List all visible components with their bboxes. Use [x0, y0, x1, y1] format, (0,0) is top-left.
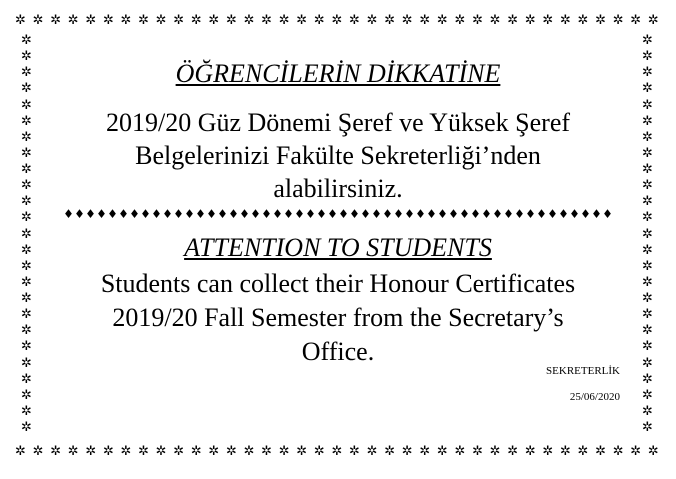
diamond-icon: ♦	[140, 207, 151, 221]
turkish-line: alabilirsiniz.	[273, 174, 403, 203]
asterisk-star-icon: ✲	[642, 307, 653, 323]
diamond-icon: ♦	[448, 207, 459, 221]
english-heading: ATTENTION TO STUDENTS	[184, 233, 492, 262]
asterisk-star-icon: ✲	[642, 97, 653, 113]
diamond-icon: ♦	[459, 207, 470, 221]
asterisk-star-icon: ✲	[331, 444, 343, 459]
diamond-icon: ♦	[569, 207, 580, 221]
asterisk-star-icon: ✲	[642, 33, 653, 48]
asterisk-star-icon: ✲	[642, 339, 653, 355]
asterisk-star-icon: ✲	[313, 444, 325, 459]
asterisk-star-icon: ✲	[278, 444, 290, 459]
asterisk-star-icon: ✲	[384, 13, 396, 28]
asterisk-star-icon: ✲	[296, 13, 308, 28]
english-line: 2019/20 Fall Semester from the Secretary’s	[112, 303, 564, 332]
asterisk-star-icon: ✲	[366, 444, 378, 459]
diamond-icon: ♦	[503, 207, 514, 221]
diamond-icon: ♦	[272, 207, 283, 221]
asterisk-star-icon: ✲	[595, 444, 607, 459]
turkish-heading: ÖĞRENCİLERİN DİKKATİNE	[175, 59, 501, 88]
asterisk-star-icon: ✲	[642, 65, 653, 81]
diamond-icon: ♦	[195, 207, 206, 221]
asterisk-star-icon: ✲	[642, 226, 653, 242]
asterisk-star-icon: ✲	[401, 444, 413, 459]
asterisk-star-icon: ✲	[647, 444, 659, 459]
asterisk-star-icon: ✲	[642, 81, 653, 97]
asterisk-star-icon: ✲	[32, 13, 44, 28]
asterisk-star-icon: ✲	[630, 444, 642, 459]
border-bottom	[14, 445, 660, 458]
asterisk-star-icon: ✲	[208, 444, 220, 459]
diamond-icon: ♦	[426, 207, 437, 221]
diamond-icon: ♦	[261, 207, 272, 221]
asterisk-star-icon: ✲	[21, 258, 32, 274]
asterisk-star-icon: ✲	[21, 403, 32, 419]
asterisk-star-icon: ✲	[524, 444, 536, 459]
asterisk-star-icon: ✲	[102, 13, 114, 28]
asterisk-star-icon: ✲	[642, 178, 653, 194]
asterisk-star-icon: ✲	[50, 13, 62, 28]
diamond-icon: ♦	[74, 207, 85, 221]
english-line: Office.	[301, 337, 375, 366]
asterisk-star-icon: ✲	[642, 145, 653, 161]
asterisk-star-icon: ✲	[21, 81, 32, 97]
asterisk-star-icon: ✲	[243, 13, 255, 28]
diamond-icon: ♦	[602, 207, 613, 221]
border-top	[14, 14, 660, 27]
asterisk-star-icon: ✲	[173, 13, 185, 28]
diamond-icon: ♦	[338, 207, 349, 221]
asterisk-star-icon: ✲	[296, 444, 308, 459]
diamond-icon: ♦	[151, 207, 162, 221]
asterisk-star-icon: ✲	[21, 33, 32, 48]
asterisk-star-icon: ✲	[21, 355, 32, 371]
asterisk-star-icon: ✲	[21, 420, 32, 435]
asterisk-star-icon: ✲	[349, 444, 360, 459]
diamond-icon: ♦	[305, 207, 316, 221]
asterisk-star-icon: ✲	[243, 444, 255, 459]
asterisk-star-icon: ✲	[21, 210, 32, 226]
asterisk-star-icon: ✲	[102, 444, 114, 459]
asterisk-star-icon: ✲	[21, 371, 32, 387]
asterisk-star-icon: ✲	[21, 291, 32, 306]
asterisk-star-icon: ✲	[32, 444, 44, 459]
turkish-line: Belgelerinizi Fakülte Sekreterliği’nden	[135, 141, 541, 170]
asterisk-star-icon: ✲	[642, 194, 653, 210]
asterisk-star-icon: ✲	[21, 145, 32, 161]
asterisk-star-icon: ✲	[208, 13, 220, 28]
diamond-icon: ♦	[85, 207, 96, 221]
diamond-icon: ♦	[63, 207, 74, 221]
asterisk-star-icon: ✲	[120, 13, 132, 28]
asterisk-star-icon: ✲	[577, 13, 589, 28]
asterisk-star-icon: ✲	[642, 113, 653, 129]
asterisk-star-icon: ✲	[542, 444, 554, 459]
asterisk-star-icon: ✲	[642, 355, 653, 371]
diamond-icon: ♦	[96, 207, 107, 221]
asterisk-star-icon: ✲	[642, 258, 653, 274]
diamond-icon: ♦	[415, 207, 426, 221]
asterisk-star-icon: ✲	[454, 444, 466, 459]
asterisk-star-icon: ✲	[642, 323, 653, 339]
diamond-icon: ♦	[129, 207, 140, 221]
asterisk-star-icon: ✲	[21, 307, 32, 323]
diamond-icon: ♦	[558, 207, 569, 221]
asterisk-star-icon: ✲	[21, 226, 32, 242]
diamond-icon: ♦	[349, 207, 360, 221]
diamond-icon: ♦	[514, 207, 525, 221]
asterisk-star-icon: ✲	[630, 13, 642, 28]
asterisk-star-icon: ✲	[21, 274, 32, 290]
asterisk-star-icon: ✲	[472, 444, 483, 459]
asterisk-star-icon: ✲	[21, 194, 32, 210]
asterisk-star-icon: ✲	[21, 162, 32, 177]
signature-office: SEKRETERLİK	[546, 365, 620, 377]
asterisk-star-icon: ✲	[190, 13, 202, 28]
diamond-icon: ♦	[481, 207, 492, 221]
asterisk-star-icon: ✲	[507, 444, 519, 459]
asterisk-star-icon: ✲	[21, 178, 32, 194]
asterisk-star-icon: ✲	[642, 291, 653, 306]
asterisk-star-icon: ✲	[85, 444, 97, 459]
asterisk-star-icon: ✲	[313, 13, 325, 28]
asterisk-star-icon: ✲	[559, 13, 571, 28]
notice-date: 25/06/2020	[569, 391, 620, 403]
asterisk-star-icon: ✲	[642, 242, 653, 258]
diamond-icon: ♦	[327, 207, 338, 221]
diamond-icon: ♦	[118, 207, 129, 221]
asterisk-star-icon: ✲	[436, 444, 448, 459]
diamond-icon: ♦	[250, 207, 261, 221]
asterisk-star-icon: ✲	[642, 387, 653, 403]
asterisk-star-icon: ✲	[190, 444, 202, 459]
asterisk-star-icon: ✲	[642, 403, 653, 419]
diamond-icon: ♦	[228, 207, 239, 221]
diamond-icon: ♦	[294, 207, 305, 221]
diamond-icon: ♦	[360, 207, 371, 221]
diamond-icon: ♦	[580, 207, 591, 221]
diamond-icon: ♦	[283, 207, 294, 221]
asterisk-star-icon: ✲	[155, 13, 167, 28]
asterisk-star-icon: ✲	[595, 13, 607, 28]
asterisk-star-icon: ✲	[225, 13, 237, 28]
asterisk-star-icon: ✲	[50, 444, 62, 459]
asterisk-star-icon: ✲	[67, 13, 79, 28]
diamond-icon: ♦	[107, 207, 118, 221]
diamond-divider	[63, 206, 613, 222]
asterisk-star-icon: ✲	[261, 13, 273, 28]
asterisk-star-icon: ✲	[489, 444, 501, 459]
asterisk-star-icon: ✲	[21, 242, 32, 258]
asterisk-star-icon: ✲	[349, 13, 360, 28]
diamond-icon: ♦	[162, 207, 173, 221]
asterisk-star-icon: ✲	[577, 444, 589, 459]
asterisk-star-icon: ✲	[642, 210, 653, 226]
asterisk-star-icon: ✲	[642, 371, 653, 387]
asterisk-star-icon: ✲	[120, 444, 132, 459]
diamond-icon: ♦	[316, 207, 327, 221]
asterisk-star-icon: ✲	[21, 323, 32, 339]
asterisk-star-icon: ✲	[472, 13, 483, 28]
diamond-icon: ♦	[536, 207, 547, 221]
asterisk-star-icon: ✲	[366, 13, 378, 28]
diamond-icon: ♦	[437, 207, 448, 221]
diamond-icon: ♦	[382, 207, 393, 221]
asterisk-star-icon: ✲	[642, 420, 653, 435]
diamond-icon: ♦	[217, 207, 228, 221]
asterisk-star-icon: ✲	[642, 129, 653, 145]
diamond-icon: ♦	[393, 207, 404, 221]
asterisk-star-icon: ✲	[454, 13, 466, 28]
asterisk-star-icon: ✲	[225, 444, 237, 459]
border-left	[20, 34, 33, 434]
diamond-icon: ♦	[525, 207, 536, 221]
asterisk-star-icon: ✲	[436, 13, 448, 28]
asterisk-star-icon: ✲	[21, 129, 32, 145]
diamond-icon: ♦	[591, 207, 602, 221]
diamond-icon: ♦	[470, 207, 481, 221]
asterisk-star-icon: ✲	[67, 444, 79, 459]
diamond-icon: ♦	[239, 207, 250, 221]
diamond-icon: ♦	[404, 207, 415, 221]
turkish-message	[40, 106, 636, 205]
asterisk-star-icon: ✲	[261, 444, 273, 459]
diamond-icon: ♦	[173, 207, 184, 221]
asterisk-star-icon: ✲	[15, 13, 26, 28]
asterisk-star-icon: ✲	[542, 13, 554, 28]
asterisk-star-icon: ✲	[489, 13, 501, 28]
asterisk-star-icon: ✲	[612, 13, 624, 28]
diamond-icon: ♦	[184, 207, 195, 221]
asterisk-star-icon: ✲	[85, 13, 97, 28]
asterisk-star-icon: ✲	[419, 13, 431, 28]
diamond-icon: ♦	[371, 207, 382, 221]
border-right	[641, 34, 654, 434]
english-message	[40, 267, 636, 369]
diamond-icon: ♦	[547, 207, 558, 221]
asterisk-star-icon: ✲	[138, 13, 149, 28]
asterisk-star-icon: ✲	[21, 97, 32, 113]
asterisk-star-icon: ✲	[647, 13, 659, 28]
asterisk-star-icon: ✲	[331, 13, 343, 28]
asterisk-star-icon: ✲	[21, 65, 32, 81]
asterisk-star-icon: ✲	[384, 444, 396, 459]
asterisk-star-icon: ✲	[21, 113, 32, 129]
asterisk-star-icon: ✲	[15, 444, 26, 459]
diamond-icon: ♦	[492, 207, 503, 221]
asterisk-star-icon: ✲	[612, 444, 624, 459]
asterisk-star-icon: ✲	[21, 387, 32, 403]
asterisk-star-icon: ✲	[173, 444, 185, 459]
asterisk-star-icon: ✲	[524, 13, 536, 28]
asterisk-star-icon: ✲	[419, 444, 431, 459]
asterisk-star-icon: ✲	[21, 49, 32, 65]
asterisk-star-icon: ✲	[138, 444, 149, 459]
asterisk-star-icon: ✲	[278, 13, 290, 28]
english-line: Students can collect their Honour Certificates	[100, 269, 576, 298]
asterisk-star-icon: ✲	[401, 13, 413, 28]
turkish-line: 2019/20 Güz Dönemi Şeref ve Yüksek Şeref	[105, 108, 571, 137]
asterisk-star-icon: ✲	[155, 444, 167, 459]
asterisk-star-icon: ✲	[642, 49, 653, 65]
diamond-icon: ♦	[206, 207, 217, 221]
asterisk-star-icon: ✲	[507, 13, 519, 28]
asterisk-star-icon: ✲	[21, 339, 32, 355]
asterisk-star-icon: ✲	[642, 274, 653, 290]
asterisk-star-icon: ✲	[642, 162, 653, 177]
asterisk-star-icon: ✲	[559, 444, 571, 459]
